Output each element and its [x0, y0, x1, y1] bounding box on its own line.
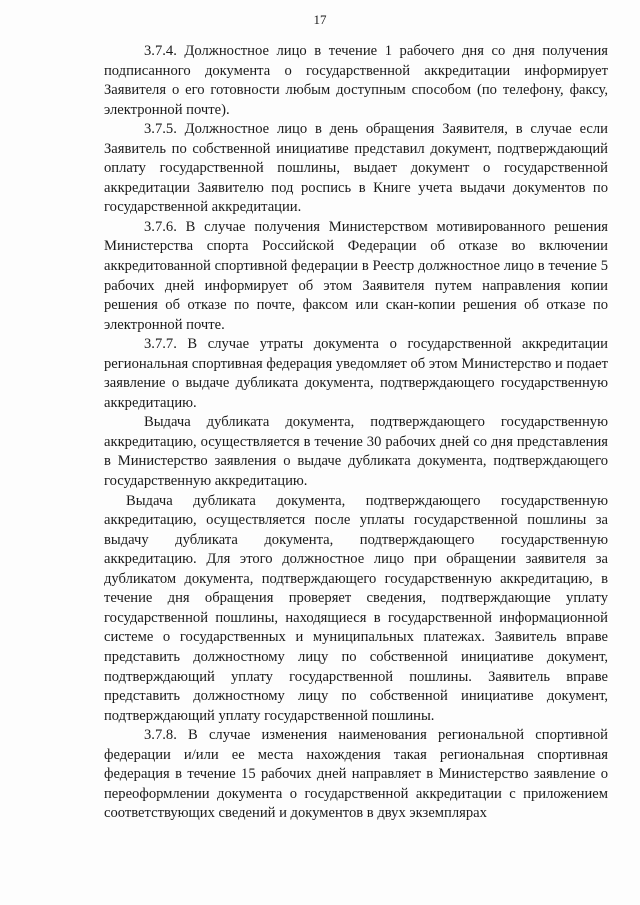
- paragraph-3-7-4: 3.7.4. Должностное лицо в течение 1 рабочего дня со дня получения подписанного документа о государственной аккредитации информирует Заявителя о его готовности любым доступным способом (по телефону, факсу, электронной почте).: [104, 43, 608, 118]
- paragraph-3-7-7: 3.7.7. В случае утраты документа о государственной аккредитации региональная спортивная федерация уведомляет об этом Министерство и подает заявление о выдаче дубликата документа, подтверждающего государственную аккредитацию.: [104, 336, 608, 411]
- paragraph-3-7-8: 3.7.8. В случае изменения наименования региональной спортивной федерации и/или ее места нахождения такая региональная спортивная федерация в течение 15 рабочих дней направляет в Министерство заявление о переоформлении документа о государственной аккредитации с приложением соответствующих сведений и документов в двух экземплярах: [104, 727, 608, 822]
- paragraph-duplicate-term: Выдача дубликата документа, подтверждающего государственную аккредитацию, осуществляется в течение 30 рабочих дней со дня представления в Министерство заявления о выдаче дубликата документа, подтверждающего государственную аккредитацию.: [104, 414, 608, 490]
- paragraph-duplicate-fee: Выдача дубликата документа, подтверждающего государственную аккредитацию, осуществляется после уплаты государственной пошлины за выдачу дубликата документа, подтверждающего государственную аккредитацию. Для этого должностное лицо при обращении заявителя за дубликатом документа, подтверждающего государственную аккредитацию, в течение дня обращения проверяет сведения, подтверждающие уплату государственной пошлины, находящиеся в государственной информационной системе о государственных и муниципальных платежах. Заявитель вправе представить должностному лицу по собственной инициативе документ, подтверждающий уплату государственной пошлины. Заявитель вправе представить должностному лицу по собственной инициативе документ, подтверждающий уплату государственной пошлины.: [104, 492, 608, 724]
- page-number: 17: [313, 12, 327, 27]
- paragraph-3-7-5: 3.7.5. Должностное лицо в день обращения Заявителя, в случае если Заявитель по собственной инициативе представил документ, подтверждающий оплату государственной пошлины, выдает документ о государственной аккредитации Заявителю под роспись в Книге учета выдачи документов по государственной аккредитации.: [104, 121, 608, 216]
- document-body: [104, 42, 608, 824]
- paragraph-3-7-6: 3.7.6. В случае получения Министерством мотивированного решения Министерства спорта Российской Федерации об отказе во включении аккредитованной спортивной федерации в Реестр должностное лицо в течение 5 рабочих дней информирует об этом Заявителя путем направления копии решения об отказе по почте, факсом или скан-копии решения об отказе по электронной почте.: [104, 218, 608, 333]
